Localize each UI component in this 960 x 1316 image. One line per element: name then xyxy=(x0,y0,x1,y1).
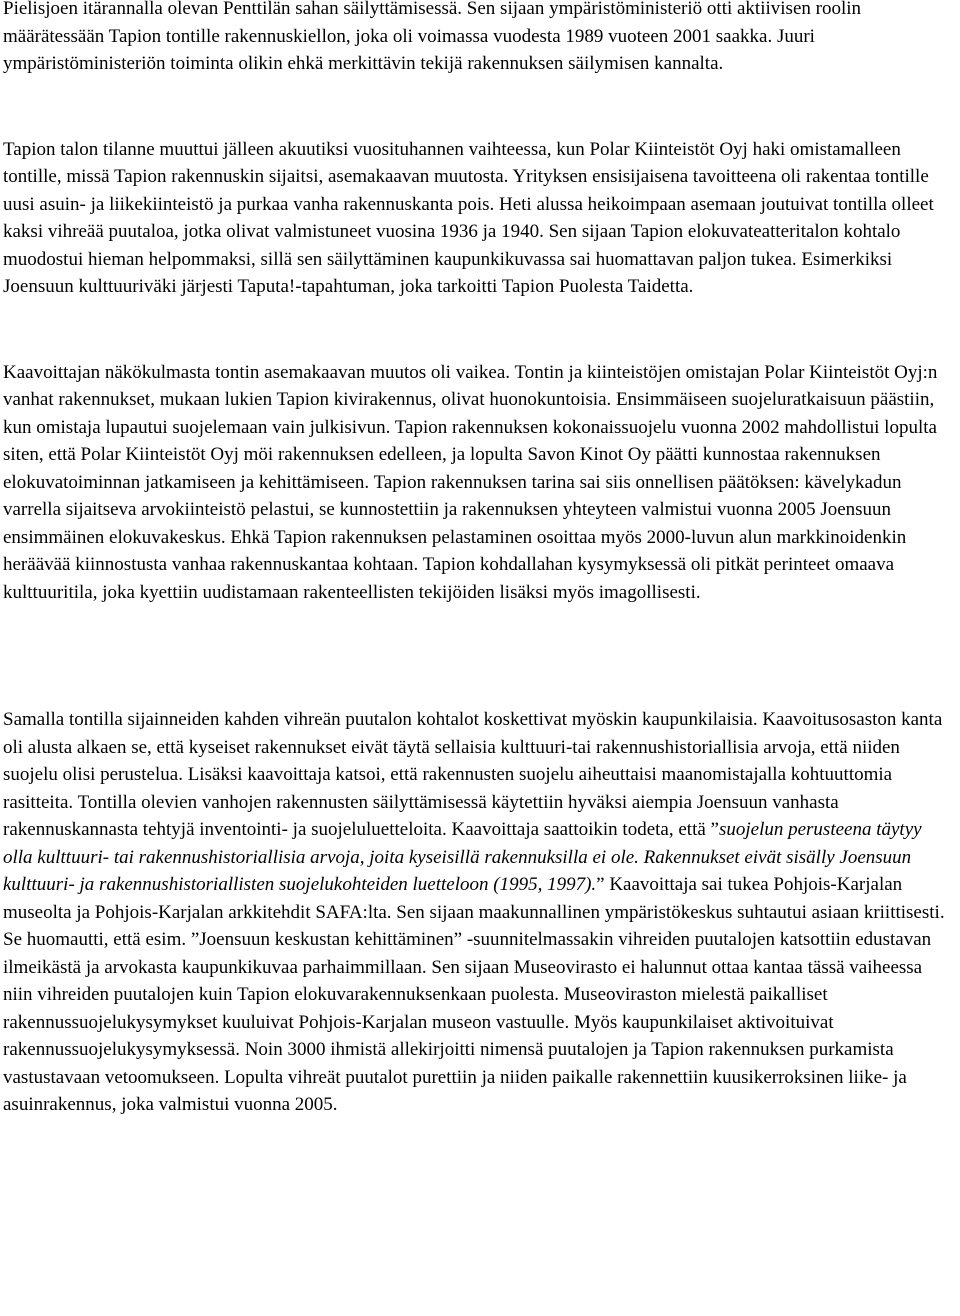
paragraph-4-text-start: Samalla tontilla sijainneiden kahden vihreän puutalon kohtalot koskettivat myöskin kaupunkilaisia. Kaavoitusosaston kanta oli alusta alkaen se, että kyseiset rakennukset eivät täytä sellaisia kulttuuri-tai rakennushistoriallisia arvoja, että niiden suojelu olisi perustelua. Lisäksi kaavoittaja katsoi, että rakennusten suojelu aiheuttaisi maanomistajalla kohtuuttomia rasitteita. Tontilla olevien vanhojen rakennusten säilyttämisessä käytettiin hyväksi aiempia Joensuun vanhasta rakennuskannasta tehtyjä inventointi- ja suojeluluetteloita. Kaavoittaja saattoikin todeta, että ” xyxy=(3,709,943,840)
paragraph-1: Pielisjoen itärannalla olevan Penttilän sahan säilyttämisessä. Sen sijaan ympäristöministeriö otti aktiivisen roolin määrätessään Tapion tontille rakennuskiellon, joka oli voimassa vuodesta 1989 vuoteen 2001 saakka. Juuri ympäristöministeriön toiminta olikin ehkä merkittävin tekijä rakennuksen säilymisen kannalta. xyxy=(3,0,862,74)
document-page xyxy=(3,0,953,1119)
paragraph-4-quotation: suojelun perusteena täytyy olla kulttuuri- tai rakennushistoriallisia arvoja, joita kyseisillä rakennuksilla ei ole. Rakennukset eivät sisälly Joensuun kulttuuri- ja rakennushistoriallisten suojelukohteiden luetteloon (1995, 1997). xyxy=(3,819,922,895)
paragraph-3: Kaavoittajan näkökulmasta tontin asemakaavan muutos oli vaikea. Tontin ja kiinteistöjen omistajan Polar Kiinteistöt Oyj:n vanhat rakennukset, mukaan lukien Tapion kivirakennus, olivat huonokuntoisia. Ensimmäiseen suojeluratkaisuun päästiin, kun omistaja lupautui suojelemaan vain julkisivun. Tapion rakennuksen kokonaissuojelu vuonna 2002 mahdollistui lopulta siten, että Polar Kiinteistöt Oyj möi rakennuksen edelleen, ja lopulta Savon Kinot Oy päätti kunnostaa rakennuksen elokuvatoiminnan jatkamiseen ja kehittämiseen. Tapion rakennuksen tarina sai siis onnellisen päätöksen: kävelykadun varrella sijaitseva arvokiinteistö pelastui, se kunnostettiin ja rakennuksen yhteyteen valmistui vuonna 2005 Joensuun ensimmäinen elokuvakeskus. Ehkä Tapion rakennuksen pelastaminen osoittaa myös 2000-luvun alun markkinoidenkin heräävää kiinnostusta vanhaa rakennuskantaa kohtaan. Tapion kohdallahan kysymyksessä oli pitkät perinteet omaava kulttuuritila, joka kyettiin uudistamaan rakenteellisten tekijöiden lisäksi myös imagollisesti. xyxy=(3,361,938,603)
paragraph-2: Tapion talon tilanne muuttui jälleen akuutiksi vuosituhannen vaihteessa, kun Polar Kiinteistöt Oyj haki omistamalleen tontille, missä Tapion rakennuskin sijaitsi, asemakaavan muutosta. Yrityksen ensisijaisena tavoitteena oli rakentaa tontille uusi asuin- ja liikekiinteistö ja purkaa vanha rakennuskanta pois. Heti alussa heikoimpaan asemaan joutuivat tontilla olleet kaksi vihreää puutaloa, jotka olivat valmistuneet vuosina 1936 ja 1940. Sen sijaan Tapion elokuvateatteritalon kohtalo muodostui hieman helpommaksi, sillä sen säilyttäminen kaupunkikuvassa sai huomattavan paljon tukea. Esimerkiksi Joensuun kulttuuriväki järjesti Taputa!-tapahtuman, joka tarkoitti Tapion Puolesta Taidetta. xyxy=(3,138,934,297)
paragraph-4-text-end: ” Kaavoittaja sai tukea Pohjois-Karjalan museolta ja Pohjois-Karjalan arkkitehdit SAFA:lta. Sen sijaan maakunnallinen ympäristökeskus suhtautui asiaan kriittisesti. Se huomautti, että esim. ”Joensuun keskustan kehittäminen” -suunnitelmassakin vihreiden puutalojen katsottiin edustavan ilmeikästä ja arvokasta kaupunkikuvaa parhaimmillaan. Sen sijaan Museovirasto ei halunnut ottaa kantaa tässä vaiheessa niin vihreiden puutalojen kuin Tapion elokuvarakennuksenkaan puolesta. Museoviraston mielestä paikalliset rakennussuojelukysymykset kuuluivat Pohjois-Karjalan museon vastuulle. Myös kaupunkilaiset aktivoituivat rakennussuojelukysymyksessä. Noin 3000 ihmistä allekirjoitti nimensä puutalojen ja Tapion rakennuksen purkamista vastustavaan vetoomukseen. Lopulta vihreät puutalot purettiin ja niiden paikalle rakennettiin kuusikerroksinen liike- ja asuinrakennus, joka valmistui vuonna 2005. xyxy=(3,874,945,1115)
paragraph-4 xyxy=(3,706,953,1119)
